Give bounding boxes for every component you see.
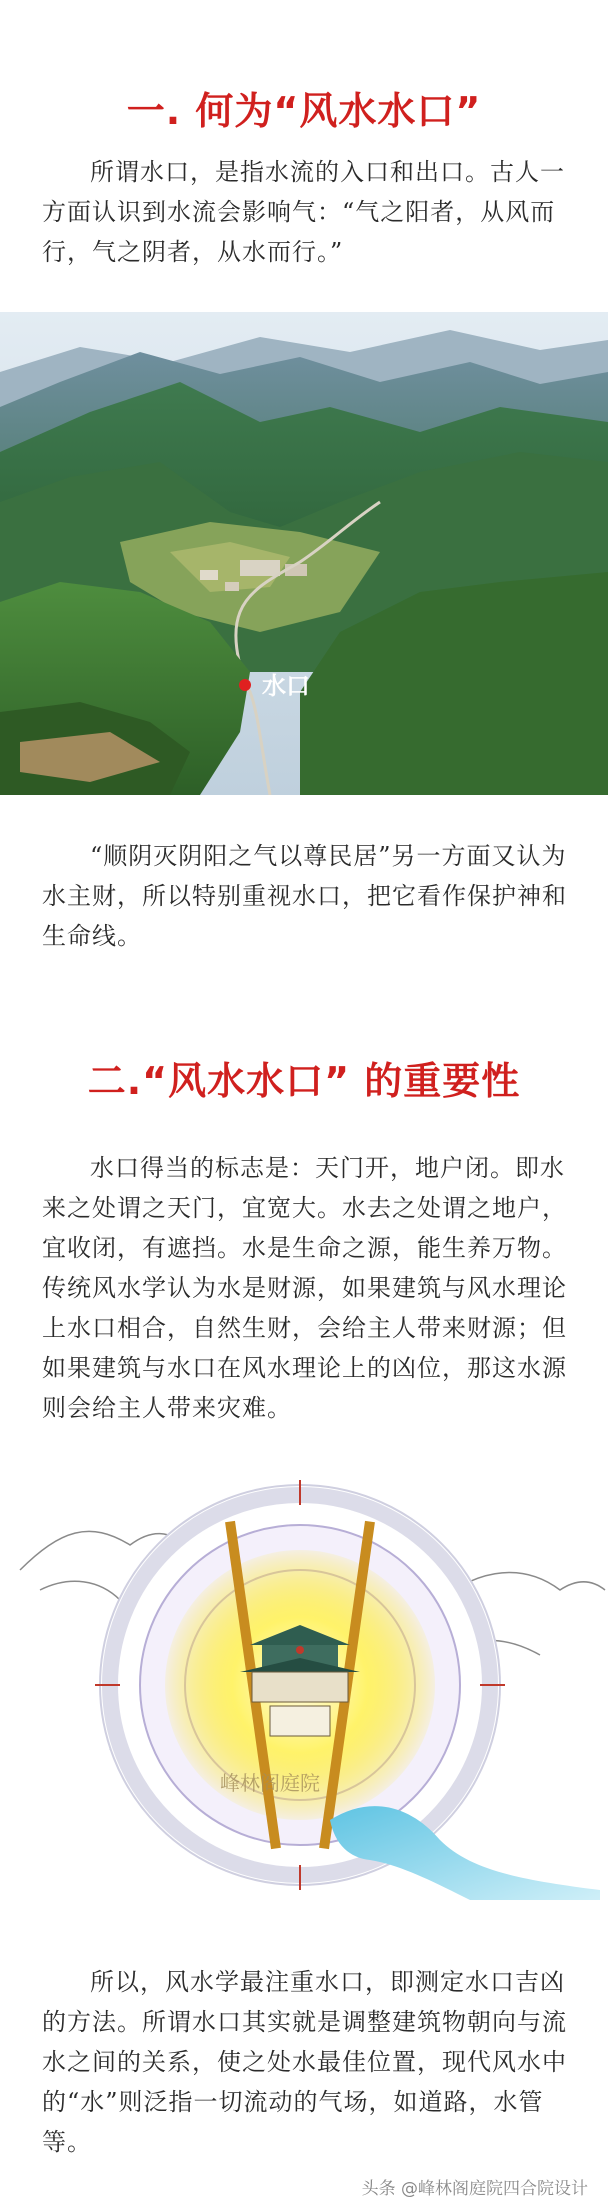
- section1-closing-paragraph: “顺阴灭阴阳之气以尊民居”另一方面又认为水主财，所以特别重视水口，把它看作保护神和生命线。: [42, 842, 567, 950]
- compass-diagram: [0, 1460, 608, 1900]
- section2-body-paragraph: 水口得当的标志是：天门开，地户闭。即水来之处谓之天门，宜宽大。水去之处谓之地户，宜收闭，有遮挡。水是生命之源，能生养万物。传统风水学认为水是财源，如果建筑与风水理论上水口相合，自然生财，会给主人带来财源；但如果建筑与水口在风水理论上的凶位，那这水源则会给主人带来灾难。: [42, 1154, 567, 1422]
- water-mouth-marker: [239, 679, 251, 691]
- section1-title: 一. 何为“风水水口”: [126, 89, 482, 133]
- section2-title: 二.“风水水口” 的重要性: [87, 1059, 521, 1103]
- footer-attribution: 头条 @峰林阁庭院四合院设计: [361, 2179, 588, 2199]
- water-mouth-label: 水口: [262, 672, 310, 700]
- landscape-photo: [0, 312, 608, 795]
- section2-closing-paragraph: 所以，风水学最注重水口，即测定水口吉凶的方法。所谓水口其实就是调整建筑物朝向与流水之间的关系，使之处水最佳位置，现代风水中的“水”则泛指一切流动的气场，如道路，水管等。: [42, 1968, 567, 2156]
- valley-illustration: [0, 312, 608, 795]
- river-illustration: [330, 1806, 600, 1900]
- section1-intro-paragraph: 所谓水口，是指水流的入口和出口。古人一方面认识到水流会影响气：“气之阳者，从风而行，气之阴者，从水而行。”: [42, 158, 565, 266]
- watermark-text: 峰林阁庭院: [220, 1771, 320, 1795]
